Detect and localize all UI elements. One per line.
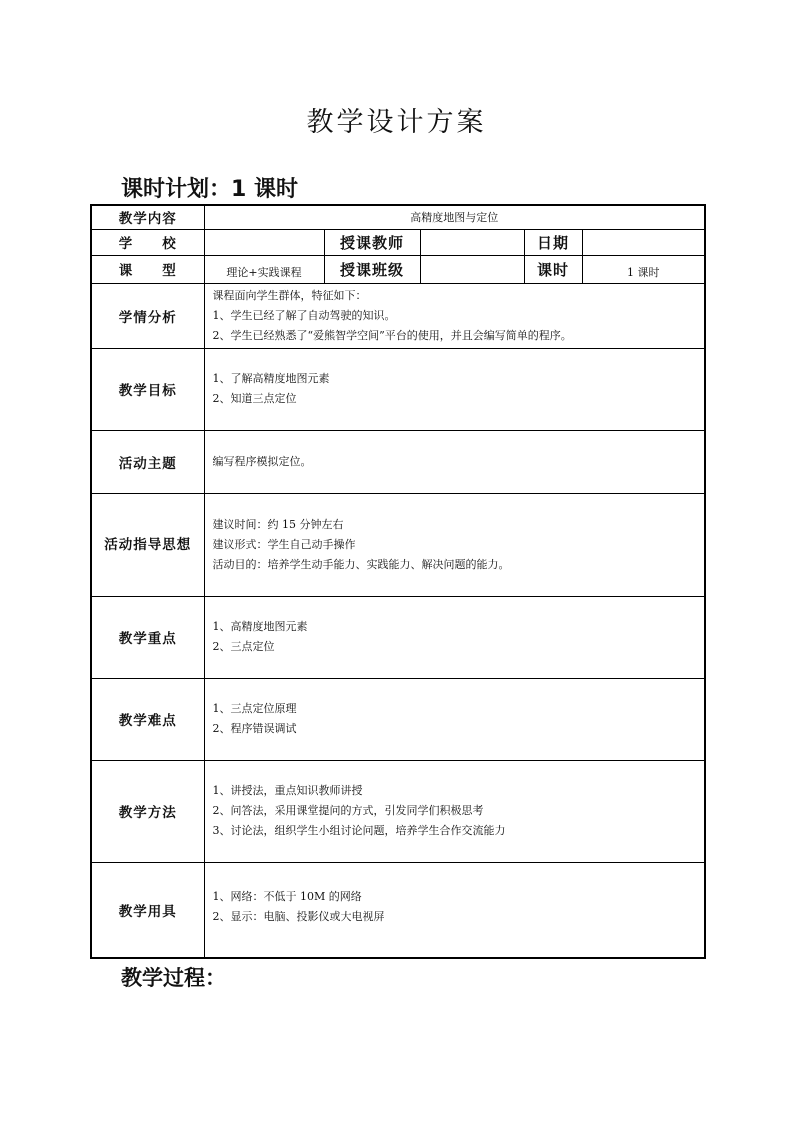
row-teaching-goals [91, 348, 705, 430]
section-line: 2、三点定位 [212, 640, 275, 653]
content-value: 高精度地图与定位 [204, 205, 705, 229]
type-label: 课 型 [91, 255, 204, 283]
class-label: 授课班级 [324, 255, 420, 283]
teacher-value [420, 229, 524, 255]
section-content [204, 678, 705, 760]
row-key-points [91, 596, 705, 678]
row-type [91, 255, 705, 283]
row-teaching-tools [91, 862, 705, 958]
section-line: 2、知道三点定位 [212, 392, 297, 405]
section-line: 2、问答法，采用课堂提问的方式，引发同学们积极思考 [212, 804, 484, 817]
section-label: 活动指导思想 [91, 493, 204, 596]
section-label: 学情分析 [91, 283, 204, 348]
section-line: 建议时间：约 15 分钟左右 [212, 517, 344, 531]
school-label: 学 校 [91, 229, 204, 255]
section-content [204, 862, 705, 958]
row-difficulties [91, 678, 705, 760]
section-label: 教学难点 [91, 678, 204, 760]
section-line: 编写程序模拟定位。 [212, 454, 312, 468]
date-label: 日期 [524, 229, 582, 255]
section-content [204, 348, 705, 430]
section-line: 2、显示：电脑、投影仪或大电视屏 [212, 909, 385, 923]
content-label: 教学内容 [91, 205, 204, 229]
section-content [204, 430, 705, 493]
section-content [204, 283, 705, 348]
section-label: 教学目标 [91, 348, 204, 430]
section-line: 3、讨论法，组织学生小组讨论问题，培养学生合作交流能力 [212, 824, 506, 837]
section-line: 课程面向学生群体，特征如下： [212, 288, 367, 302]
section-line: 1、网络：不低于 10M 的网络 [212, 889, 362, 903]
class-value [420, 255, 524, 283]
section-line: 1、学生已经了解了自动驾驶的知识。 [212, 308, 396, 322]
section-line: 1、了解高精度地图元素 [212, 372, 330, 385]
type-value: 理论+实践课程 [204, 255, 324, 283]
row-activity-theme [91, 430, 705, 493]
section-line: 1、三点定位原理 [212, 702, 297, 715]
lesson-plan-heading: 课时计划：1 课时 [121, 177, 298, 202]
section-line: 活动目的：培养学生动手能力、实践能力、解决问题的能力。 [212, 557, 510, 571]
lesson-plan-table [90, 204, 706, 959]
row-learner-analysis [91, 283, 705, 348]
section-label: 教学重点 [91, 596, 204, 678]
section-line: 建议形式：学生自己动手操作 [212, 537, 356, 551]
hours-value: 1 课时 [582, 255, 705, 283]
date-value [582, 229, 705, 255]
section-label: 教学方法 [91, 760, 204, 862]
teacher-label: 授课教师 [324, 229, 420, 255]
document-title: 教学设计方案 [306, 107, 487, 138]
row-school [91, 229, 705, 255]
section-content [204, 596, 705, 678]
section-line: 2、程序错误调试 [212, 722, 297, 735]
hours-label: 课时 [524, 255, 582, 283]
row-content [91, 205, 705, 229]
section-label: 教学用具 [91, 862, 204, 958]
section-line: 1、讲授法，重点知识教师讲授 [212, 784, 363, 797]
section-content [204, 493, 705, 596]
teaching-process-heading: 教学过程： [121, 966, 226, 990]
row-teaching-methods [91, 760, 705, 862]
section-content [204, 760, 705, 862]
row-activity-guidance [91, 493, 705, 596]
section-line: 1、高精度地图元素 [212, 620, 308, 633]
section-line: 2、学生已经熟悉了“爱熊智学空间”平台的使用，并且会编写简单的程序。 [212, 328, 572, 342]
section-label: 活动主题 [91, 430, 204, 493]
school-value [204, 229, 324, 255]
